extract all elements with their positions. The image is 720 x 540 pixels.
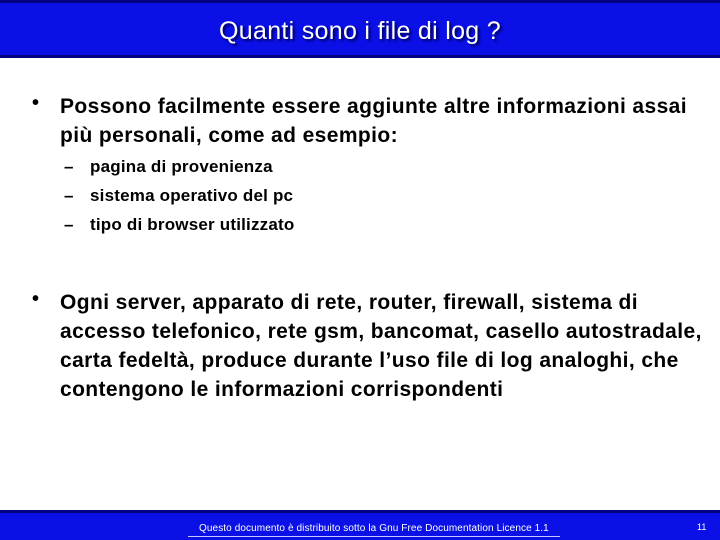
footer-underline [188, 536, 560, 537]
sub-item-2-text: sistema operativo del pc [90, 186, 294, 205]
sub-item-2-dash: – [64, 186, 74, 205]
page-number: 11 [697, 522, 707, 532]
bullet-2 [32, 288, 702, 404]
footer-bar [0, 510, 720, 540]
bullet-1 [32, 92, 702, 150]
sub-item-1-text: pagina di provenienza [90, 157, 273, 176]
sub-item-1-dash: – [64, 157, 74, 176]
slide-title: Quanti sono i file di log ? [219, 17, 501, 45]
bullet-1-text: Possono facilmente essere aggiunte altre informazioni assai più personali, come ad esempio: [60, 95, 687, 147]
sub-item-3-text: tipo di browser utilizzato [90, 215, 295, 234]
bullet-2-text: Ogni server, apparato di rete, router, firewall, sistema di accesso telefonico, rete gsm, bancomat, casello autostradale, carta fedeltà, produce durante l’uso file di log analoghi, che contengono le informazioni corrispondenti [60, 291, 702, 401]
bullet-1-marker: • [32, 92, 40, 114]
bullet-2-marker: • [32, 288, 40, 310]
footer-license-text: Questo documento è distribuito sotto la Gnu Free Documentation Licence 1.1 [199, 523, 549, 534]
sub-item-3-dash: – [64, 215, 74, 234]
